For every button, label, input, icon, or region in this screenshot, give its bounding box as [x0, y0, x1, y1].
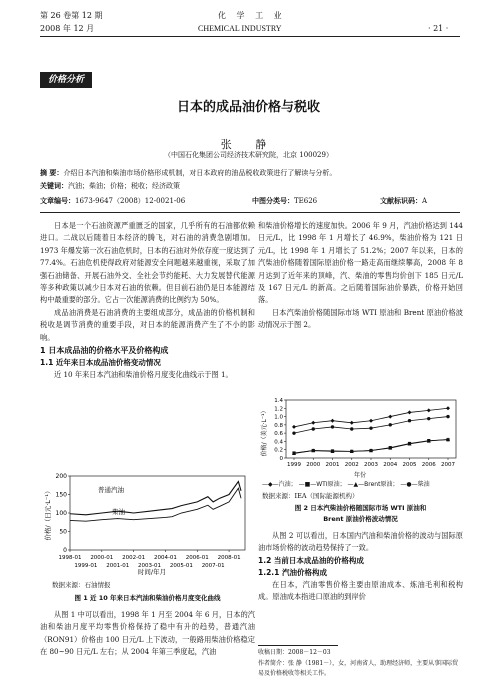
keywords-label: 关键词： [40, 182, 68, 190]
series-line-gasoline [294, 408, 448, 427]
y-tick-label: 0.8 [274, 422, 283, 429]
figure-1-source: 数据来源：石油情报 [52, 581, 111, 589]
paragraph: 近 10 年来日本汽油和柴油价格月度变化曲线示于图 1。 [54, 370, 233, 380]
x-axis-label: 时间/年月 [137, 568, 167, 576]
section-tag: 价格分析 [40, 72, 92, 88]
y-tick-label: 1.2 [274, 406, 283, 413]
clc-label: 中图分类号： [252, 197, 294, 205]
x-tick-label: 2006-01 [185, 555, 209, 561]
y-tick-label: 0.6 [274, 431, 283, 438]
y-tick-label: 100 [55, 510, 67, 517]
y-tick-label: 0 [279, 456, 283, 462]
series-label-diesel: 柴油 [112, 508, 125, 516]
right-column [258, 220, 463, 332]
right-column-bottom [258, 530, 463, 604]
clc: TE626 [294, 197, 318, 205]
subsubsection-heading: 1.2.1 汽油价格构成 [258, 567, 327, 577]
legend-marker-diesel: —●— [400, 481, 418, 488]
point-diesel [312, 427, 315, 430]
x-tick-label: 1999 [287, 462, 301, 468]
paragraph: 在日本，汽油零售价格主要由原油成本、炼油毛利和税构成。原油成本指进口原油的到岸价 [258, 579, 463, 602]
page-number: · 21 · [428, 24, 449, 33]
footnote-author-bio: 作者简介：张 静（1981－），女，河南省人，助理经济师，主要从事国际贸易及价格税收等相关工作。 [258, 660, 459, 677]
figure-2-chart [258, 396, 463, 468]
figure-2-source: 数据来源：IEA（国际能源机构） [262, 492, 359, 500]
figure-2-legend: —◆—汽油； —■—WTI原油； —▲—Brent原油； —●—柴油 [262, 481, 430, 488]
point-gasoline [350, 421, 354, 425]
y-tick-label: 200 [55, 473, 67, 480]
paragraph: 日本是一个石油资源严重匮乏的国家，几乎所有的石油都依赖进口。二战以后随着日本经济的腾飞，对石油的消费急剧增加。1973 年爆发第一次石油危机时，日本的石油对外依存度一度达到了 77.4%。石油危机使得政府对能源安全问题越来越重视，采取了加强石油储备、开展石油外交、全社会节约能耗、大力发展替代能源等多种政策以减少日本对石油的依赖。但目前石油仍是日本能源结构中最重要的部分。它占一次能源消费的比例约为 50%。 [40, 221, 255, 305]
section-heading: 1 日本成品油的价格水平及价格构成 [40, 346, 169, 356]
paragraph: 日本汽柴油价格随国际市场 WTI 原油和 Brent 原油价格波动情况示于图 2。 [258, 307, 463, 330]
x-tick-label: 2007 [441, 462, 455, 468]
y-axis-label: 价格/（日元·L⁻¹） [44, 487, 52, 541]
point-diesel [369, 426, 372, 429]
point-diesel [350, 427, 353, 430]
article-meta [40, 196, 460, 207]
left-column [40, 220, 255, 381]
point-gasoline [408, 410, 412, 414]
y-tick-label: 0.4 [274, 439, 283, 446]
paragraph: 成品油消费是石油消费的主要组成部分，成品油的价格机制和税收是调节消费的重要手段，对日本的能源消费产生了不小的影响。 [40, 307, 255, 342]
x-tick-label: 2001 [325, 462, 340, 468]
figure-2-caption-1: 图 2 日本汽柴油价格随国际市场 WTI 原油和 [294, 504, 427, 512]
paragraph: 和柴油价格增长的速度加快。2006 年 9 月，汽油价格达到 144 日元/L，比 1998 年 1 月增长了 46.9%，柴油价格为 121 日元/L，比 1998 年 1 月增长了 51.2%；2007 年以来，日本的汽柴油价格随着国际原油价格一路走高而继续攀高，2008 年 8 月达到了近年来的顶峰，汽、柴油的零售均价创下 185 日元/L 及 167 日元/L 的新高。之后随着国际油价暴跌，价格开始回落。 [258, 221, 463, 305]
abstract-text: 介绍日本汽油和柴油市场价格形成机制，对日本政府的油品税收政策进行了解读与分析。 [63, 169, 337, 177]
point-gasoline [331, 419, 335, 423]
x-tick-label: 2008-01 [217, 555, 241, 561]
affiliation: （中国石化集团公司经济技术研究院，北京 100029） [164, 151, 333, 159]
legend-diesel: 柴油 [417, 481, 430, 488]
x-tick-label: 2007-01 [201, 563, 225, 569]
series-line-diesel [70, 488, 241, 521]
point-diesel [408, 419, 411, 422]
issue-date: 2008 年 12 月 [40, 24, 95, 33]
point-diesel [389, 423, 392, 426]
point-diesel [427, 417, 430, 420]
plot-frame [70, 476, 245, 550]
doc-code-label: 文献标识码： [380, 197, 422, 205]
point-gasoline [388, 415, 392, 419]
article-no-label: 文章编号： [40, 197, 75, 205]
paragraph: 从图 2 可以看出，日本国内汽油和柴油价格的波动与国际原油市场价格的波动趋势保持了一致。 [258, 531, 463, 553]
y-tick-label: 0 [63, 547, 67, 554]
point-gasoline [446, 406, 450, 410]
x-tick-label: 2004 [383, 462, 398, 468]
x-tick-label: 1998-01 [58, 555, 82, 561]
legend-brent: Brent原油 [364, 481, 393, 488]
abstract [40, 168, 460, 179]
point-diesel [331, 425, 334, 428]
figure-1-caption: 图 1 近 10 年来日本汽油和柴油价格月度变化曲线 [74, 594, 221, 602]
y-tick-label: 0.2 [274, 447, 283, 454]
doc-code: A [422, 197, 428, 205]
y-tick-label: 50 [59, 528, 67, 536]
point-gasoline [427, 408, 431, 412]
y-tick-label: 150 [55, 491, 67, 499]
x-tick-label: 2000-01 [90, 555, 114, 561]
abstract-label: 摘 要： [40, 169, 64, 177]
x-tick-label: 1999-01 [74, 563, 98, 569]
figure-2-caption-2: Brent 原油价格波动情况 [323, 515, 398, 523]
legend-gasoline: 汽油 [278, 481, 291, 488]
footnote-received: 收稿日期：2008－12－03 [258, 649, 331, 656]
point-diesel [446, 415, 449, 418]
subsection-heading: 1.2 当前日本成品油的价格构成 [258, 555, 364, 565]
paragraph: 从图 1 中可以看出，1998 年 1 月至 2004 年 6 月，日本的汽油和柴油月度平均零售价格保持了稳中有升的趋势，普通汽油（RON91）价格由 100 日元/L 上下波动，一般路用柴油价格稳定在 80~90 日元/L 左右；从 2004 年第三季度起，汽油 [40, 610, 255, 657]
keywords-text: 汽油；柴油；价格；税收；经济政策 [68, 182, 180, 190]
article-title: 日本的成品油价格与税收 [176, 100, 320, 115]
article-no: 1673-9647（2008）12-0021-06 [75, 197, 186, 205]
x-tick-label: 2002 [344, 462, 359, 468]
x-tick-label: 2001-01 [106, 563, 130, 569]
legend-wti: WTI原油 [316, 481, 340, 488]
author: 张 静 [220, 138, 277, 151]
figure-2-xlabel: 年份 [353, 472, 366, 479]
keywords [40, 181, 460, 192]
x-tick-label: 2004-01 [153, 555, 177, 561]
figure-1-chart [40, 470, 255, 578]
x-tick-label: 2003 [364, 462, 378, 468]
point-gasoline [292, 425, 296, 429]
point-gasoline [369, 419, 373, 423]
footnote-rule [258, 645, 338, 646]
x-tick-label: 2005 [402, 462, 417, 468]
y-tick-label: 1.0 [274, 414, 283, 421]
x-tick-label: 2000 [306, 462, 321, 468]
legend-marker-gasoline: —◆— [262, 481, 279, 488]
point-diesel [292, 431, 295, 434]
legend-marker-wti: —■— [298, 481, 317, 488]
abstract-rule [40, 212, 460, 213]
left-column-bottom [40, 609, 255, 659]
y-axis-label: 价格/（美元·L⁻¹） [261, 407, 268, 457]
y-tick-label: 1.4 [274, 398, 283, 404]
series-line-gasoline [70, 482, 241, 515]
point-gasoline [311, 421, 315, 425]
journal-name-en: CHEMICAL INDUSTRY [198, 24, 282, 33]
legend-marker-brent: —▲— [347, 481, 365, 488]
subsection-heading: 1.1 近年来日本成品油价格变动情况 [40, 358, 161, 368]
x-tick-label: 2003-01 [138, 563, 162, 569]
x-tick-label: 2002-01 [122, 555, 146, 561]
volume-issue: 第 26 卷第 12 期 [40, 11, 103, 20]
header-rule [40, 36, 460, 37]
series-label-gasoline: 普通汽油 [98, 486, 124, 494]
journal-name-cn: 化 学 工 业 [218, 11, 286, 20]
x-tick-label: 2006 [421, 462, 436, 468]
x-tick-label: 2005-01 [169, 563, 193, 569]
